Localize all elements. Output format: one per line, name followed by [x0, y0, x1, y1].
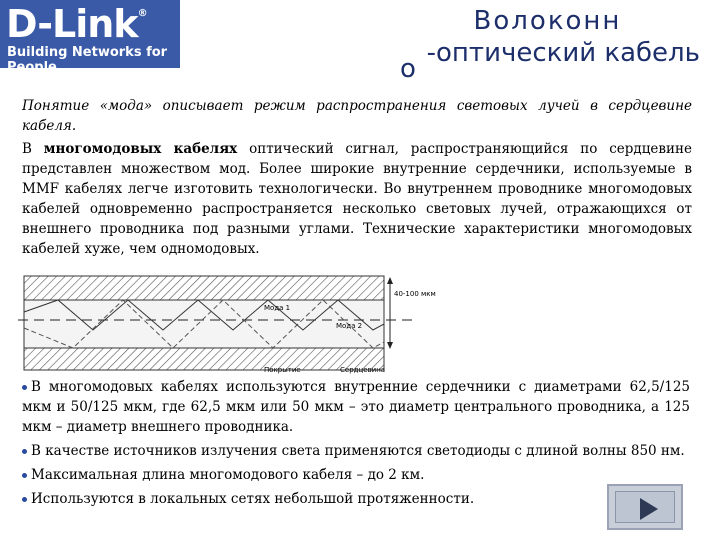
- body-paragraph: [22, 139, 692, 259]
- label-coating: Покрытие: [264, 366, 301, 374]
- bullet-item: В качестве источников излучения света применяются светодиоды с длиной волны 850 нм.: [22, 441, 690, 461]
- bullet-dot-icon: [22, 449, 27, 454]
- body-bold-term: многомодовых кабелях: [43, 141, 238, 157]
- multimode-fiber-diagram: [18, 272, 436, 377]
- logo-tagline: Building Networks for People: [7, 45, 168, 75]
- logo-registered-mark: ®: [137, 8, 147, 19]
- logo-brand: D-Link: [6, 2, 138, 46]
- bullet-list: [22, 377, 690, 513]
- title-line-2: -оптический кабель: [426, 38, 700, 68]
- body-rest: оптический сигнал, распространяющийся по сердцевине представлен множеством мод. Более широкие внутренние сердечники, используемые в MMF кабелях легче изготовить технологически. Во внутреннем проводнике многомодовых кабелей одновременно распространяется несколько световых лучей, отражающихся от внешнего проводника под разными углами. Технические характеристики многомодовых кабелей хуже, чем одномодовых.: [22, 141, 692, 257]
- title-overflow-char: о: [400, 54, 416, 84]
- dimension-arrow-bottom: [387, 342, 393, 349]
- bullet-item: Максимальная длина многомодового кабеля – до 2 км.: [22, 465, 690, 485]
- label-mode-2: Мода 2: [336, 322, 363, 330]
- label-size: 40-100 мкм: [394, 290, 436, 298]
- bullet-dot-icon: [22, 497, 27, 502]
- intro-paragraph: Понятие «мода» описывает режим распространения световых лучей в сердцевине кабеля.: [22, 98, 692, 134]
- bullet-dot-icon: [22, 473, 27, 478]
- body-prefix: В: [22, 141, 44, 157]
- bullet-item: В многомодовых кабелях используются внутренние сердечники с диаметрами 62,5/125 мкм и 50/125 мкм, где 62,5 мкм или 50 мкм – это диаметр центрального проводника, а 125 мкм – диаметр внешнего проводника.: [22, 379, 690, 435]
- slide-title: [300, 6, 700, 68]
- cladding-bottom: [24, 348, 384, 370]
- title-line-1: Волоконн: [473, 6, 622, 36]
- dimension-arrow-top: [387, 277, 393, 284]
- bullet-dot-icon: [22, 385, 27, 390]
- next-slide-icon: [616, 492, 678, 526]
- dlink-logo: [0, 0, 180, 75]
- bullet-item: Используются в локальных сетях небольшой протяженности.: [22, 489, 690, 509]
- label-mode-1: Мода 1: [264, 304, 291, 312]
- cladding-top: [24, 276, 384, 300]
- next-slide-button[interactable]: [607, 484, 683, 530]
- label-core: Сердцевина: [340, 366, 386, 374]
